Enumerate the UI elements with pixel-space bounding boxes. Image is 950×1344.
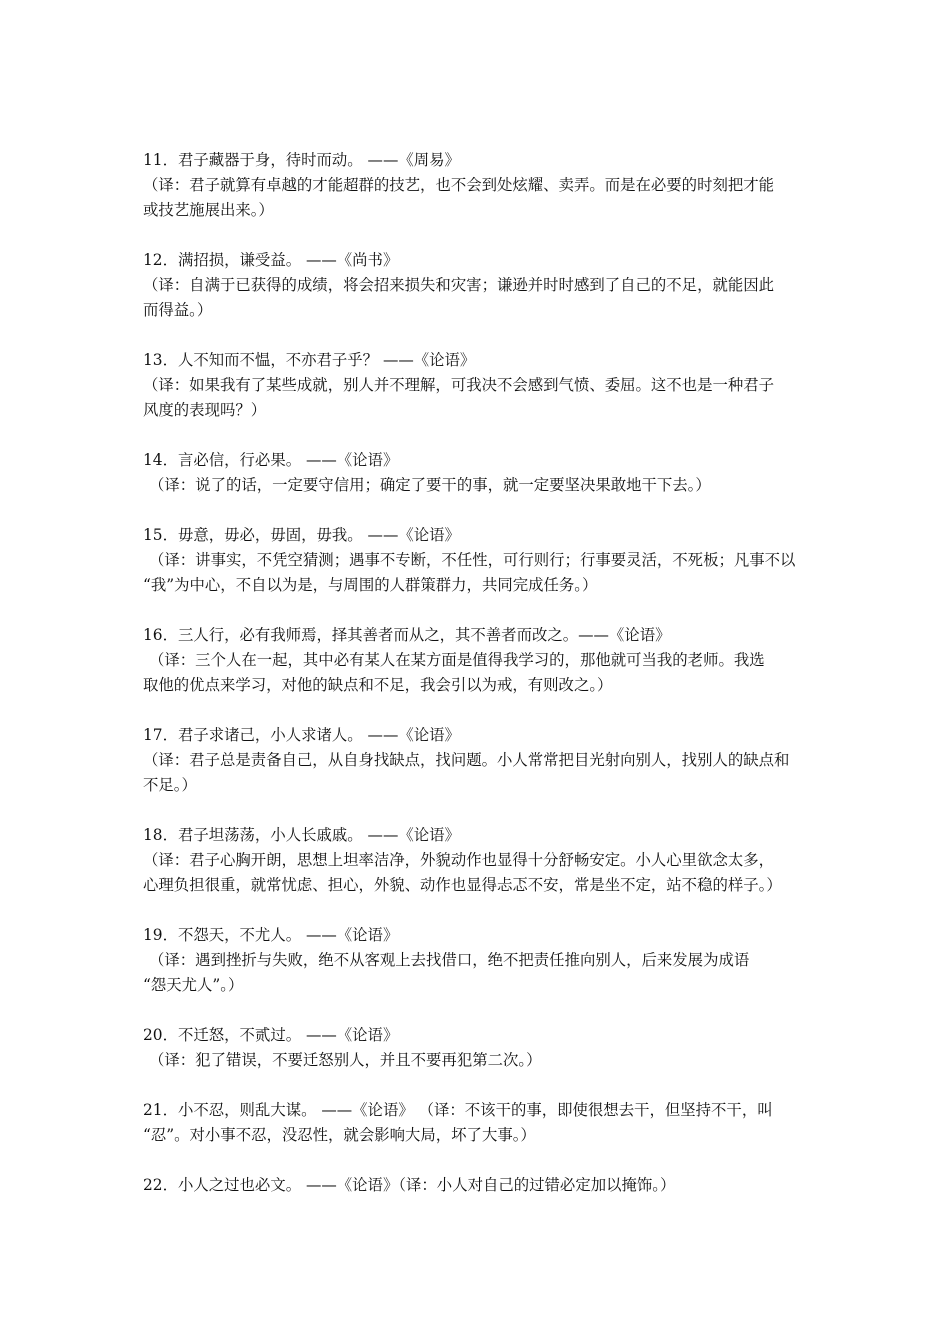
- entry-heading: 13．人不知而不愠，不亦君子乎？ ——《论语》: [143, 351, 476, 369]
- entry-translation: （译：如果我有了某些成就，别人并不理解，可我决不会感到气愤、委屈。这不也是一种君子: [143, 376, 775, 394]
- entry-11: [143, 148, 813, 223]
- entry-heading: 22．小人之过也必文。 ——《论语》（译：小人对自己的过错必定加以掩饰。）: [143, 1176, 676, 1194]
- document-page: [143, 148, 813, 1223]
- entry-heading: 20．不迁怒，不贰过。 ——《论语》: [143, 1026, 399, 1044]
- entry-translation: （译：讲事实，不凭空猜测；遇事不专断，不任性，可行则行；行事要灵活，不死板；凡事不以: [149, 551, 796, 569]
- entry-translation: “我”为中心，不自以为是，与周围的人群策群力，共同完成任务。）: [143, 576, 598, 594]
- entry-12: [143, 248, 813, 323]
- entry-translation: （译：说了的话，一定要守信用；确定了要干的事，就一定要坚决果敢地干下去。）: [149, 476, 711, 494]
- entry-heading: 18．君子坦荡荡，小人长戚戚。 ——《论语》: [143, 826, 460, 844]
- entry-heading: 15．毋意，毋必，毋固，毋我。 ——《论语》: [143, 526, 460, 544]
- entry-14: [143, 448, 813, 498]
- entry-translation: （译：自满于已获得的成绩，将会招来损失和灾害；谦逊并时时感到了自己的不足，就能因此: [143, 276, 775, 294]
- entry-translation: “怨天尤人”。）: [143, 976, 244, 994]
- entry-22: [143, 1173, 813, 1198]
- entry-18: [143, 823, 813, 898]
- entry-translation: 取他的优点来学习，对他的缺点和不足，我会引以为戒，有则改之。）: [143, 676, 613, 694]
- entry-heading: 11．君子藏器于身，待时而动。 ——《周易》: [143, 151, 460, 169]
- entry-translation: 风度的表现吗？）: [143, 401, 267, 419]
- entry-translation: （译：君子就算有卓越的才能超群的技艺，也不会到处炫耀、卖弄。而是在必要的时刻把才能: [143, 176, 775, 194]
- entry-translation: （译：君子总是责备自己，从自身找缺点，找问题。小人常常把目光射向别人，找别人的缺点和: [143, 751, 790, 769]
- entry-19: [143, 923, 813, 998]
- entry-translation: （译：遇到挫折与失败，绝不从客观上去找借口，绝不把责任推向别人，后来发展为成语: [149, 951, 750, 969]
- entry-translation: 而得益。）: [143, 301, 213, 319]
- entry-translation: “忍”。对小事不忍，没忍性，就会影响大局，坏了大事。）: [143, 1126, 536, 1144]
- entry-heading: 19．不怨天，不尤人。 ——《论语》: [143, 926, 399, 944]
- entry-translation: （译：三个人在一起，其中必有某人在某方面是值得我学习的，那他就可当我的老师。我选: [149, 651, 765, 669]
- entry-13: [143, 348, 813, 423]
- entry-translation: 或技艺施展出来。）: [143, 201, 274, 219]
- entry-20: [143, 1023, 813, 1073]
- entry-translation: 心理负担很重，就常忧虑、担心，外貌、动作也显得忐忑不安，常是坐不定，站不稳的样子。）: [143, 876, 782, 894]
- entry-17: [143, 723, 813, 798]
- entry-16: [143, 623, 813, 698]
- entry-heading: 16．三人行，必有我师焉，择其善者而从之，其不善者而改之。——《论语》: [143, 626, 671, 644]
- entry-translation: （译：君子心胸开朗，思想上坦率洁净，外貌动作也显得十分舒畅安定。小人心里欲念太多，: [143, 851, 775, 869]
- entry-heading: 17．君子求诸己，小人求诸人。 ——《论语》: [143, 726, 460, 744]
- entry-15: [143, 523, 813, 598]
- entry-translation: 不足。）: [143, 776, 197, 794]
- entry-heading: 12．满招损，谦受益。 ——《尚书》: [143, 251, 399, 269]
- entry-heading: 21．小不忍，则乱大谋。 ——《论语》 （译：不该干的事，即使很想去干，但坚持不干，叫: [143, 1101, 773, 1119]
- entry-translation: （译：犯了错误，不要迁怒别人，并且不要再犯第二次。）: [149, 1051, 542, 1069]
- entry-heading: 14．言必信，行必果。 ——《论语》: [143, 451, 399, 469]
- entry-21: [143, 1098, 813, 1148]
